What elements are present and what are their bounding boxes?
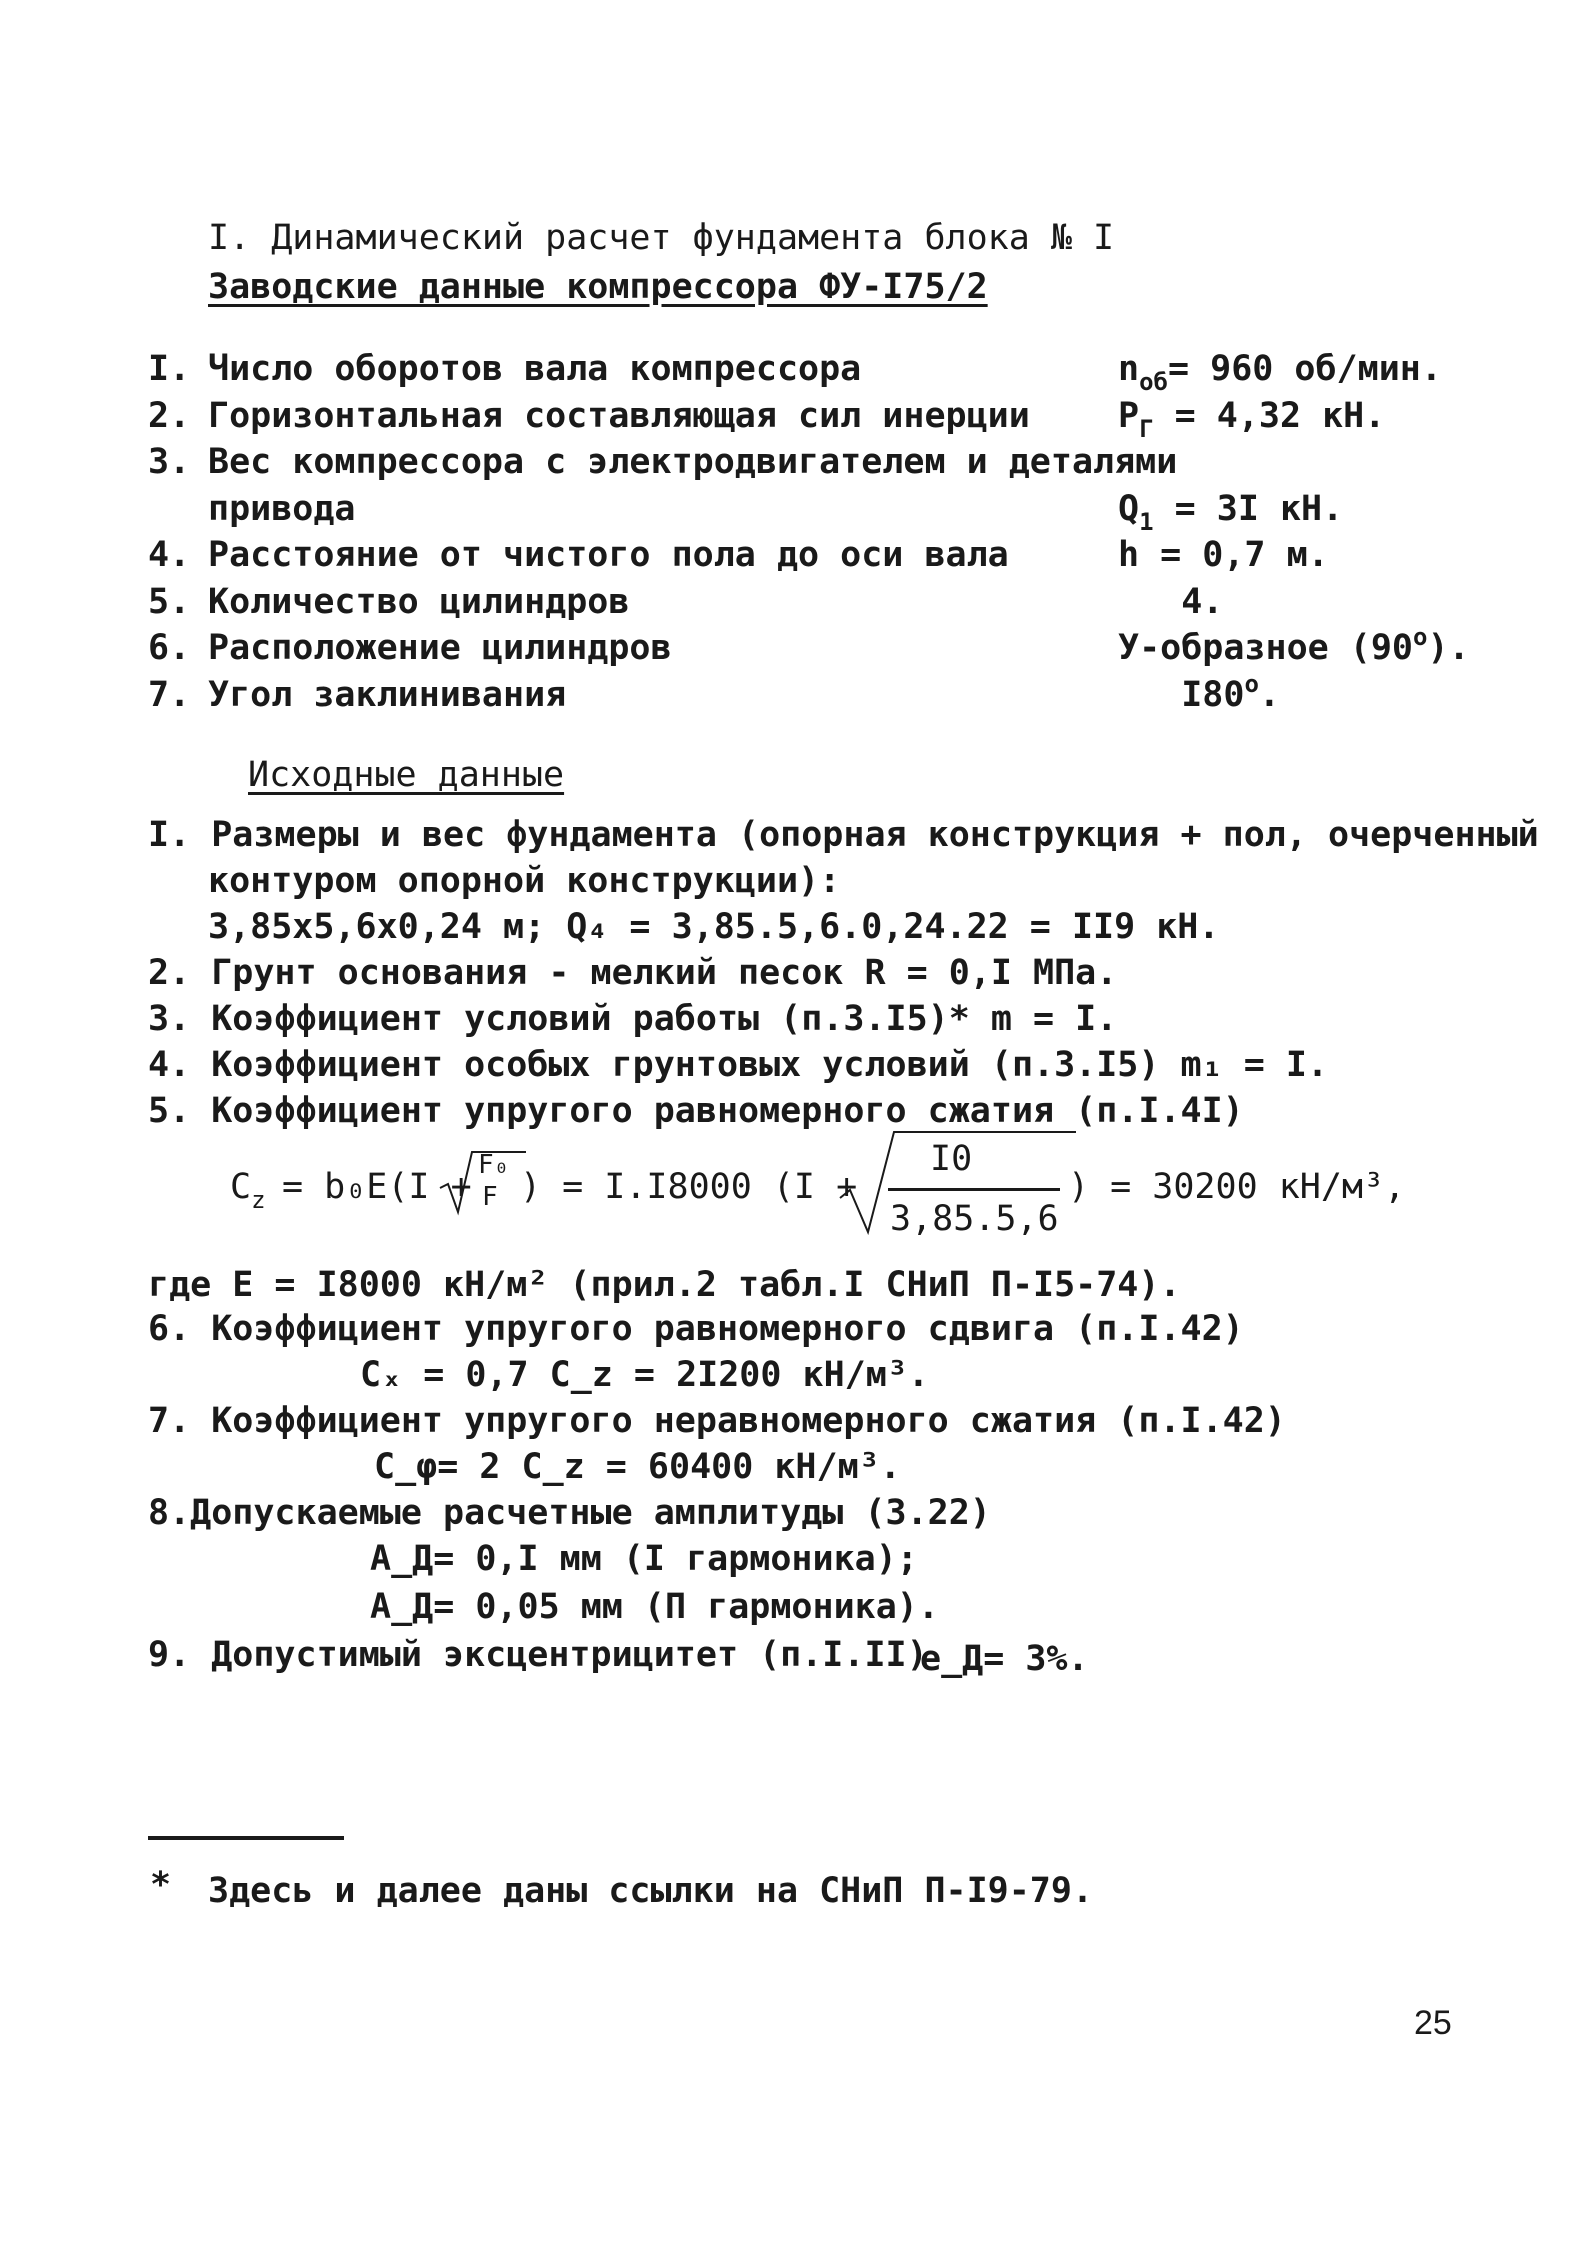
- factory-item-value: 4.: [1118, 582, 1224, 622]
- section-title: I. Динамический расчет фундамента блока № I: [208, 218, 1115, 258]
- footnote-text: Здесь и далее даны ссылки на СНиП П-I9-79.: [208, 1871, 1094, 1911]
- formula-cx: Cₓ = 0,7 C_z = 2I200 кН/м³.: [360, 1355, 929, 1395]
- initial-item-7: 7. Коэффициент упругого неравномерного сжатия (п.I.42): [148, 1401, 1286, 1441]
- initial-item-3: 3. Коэффициент условий работы (п.3.I5)* m = I.: [148, 999, 1118, 1039]
- factory-item-number: 4.: [148, 535, 191, 575]
- initial-data-heading: Исходные данные: [248, 755, 565, 795]
- factory-item-label: Число оборотов вала компрессора: [208, 349, 862, 389]
- factory-item-label: Количество цилиндров: [208, 582, 630, 622]
- page-number: 25: [1414, 2004, 1452, 2042]
- factory-item-number: I.: [148, 349, 191, 389]
- factory-item-number: 7.: [148, 675, 191, 715]
- formula-cphi: C_φ= 2 C_z = 60400 кН/м³.: [374, 1447, 901, 1487]
- factory-item-label: Расстояние от чистого пола до оси вала: [208, 535, 1009, 575]
- initial-item-6: 6. Коэффициент упругого равномерного сдвига (п.I.42): [148, 1309, 1244, 1349]
- factory-data-heading: Заводские данные компрессора ФУ-I75/2: [208, 267, 988, 307]
- factory-item-number: 5.: [148, 582, 191, 622]
- footnote-rule: [148, 1836, 344, 1840]
- initial-item-4: 4. Коэффициент особых грунтовых условий (п.3.I5) m₁ = I.: [148, 1045, 1329, 1085]
- initial-item-2: 2. Грунт основания - мелкий песок R = 0,I МПа.: [148, 953, 1118, 993]
- factory-item-value: h = 0,7 м.: [1118, 535, 1329, 575]
- factory-item-value: У-образное (90$^o$).: [1118, 623, 1470, 668]
- factory-item-label: Расположение цилиндров: [208, 628, 672, 668]
- factory-item-number: 2.: [148, 396, 191, 436]
- factory-item-label: Вес компрессора с электродвигателем и деталями: [208, 442, 1178, 482]
- eccentricity-value: e_Д= 3%.: [920, 1639, 1089, 1679]
- factory-item-value: $P_Г = 4,32$ кН.: [1118, 396, 1386, 443]
- footnote-mark: *: [150, 1865, 172, 1905]
- where-e-note: где E = I8000 кН/м² (прил.2 табл.I СНиП П-I5-74).: [148, 1265, 1181, 1305]
- amplitude-1: A_Д= 0,I мм (I гармоника);: [370, 1539, 918, 1579]
- initial-item-1-line2: контуром опорной конструкции):: [208, 861, 841, 901]
- factory-item-label: Угол заклинивания: [208, 675, 567, 715]
- initial-item-1-line3: 3,85x5,6x0,24 м; Q₄ = 3,85.5,6.0,24.22 = II9 кН.: [208, 907, 1220, 947]
- factory-item-value: $Q_1 = 3I$ кН.: [1118, 489, 1344, 536]
- amplitude-2: A_Д= 0,05 мм (П гармоника).: [370, 1587, 939, 1627]
- initial-item-5: 5. Коэффициент упругого равномерного сжатия (п.I.4I): [148, 1091, 1244, 1131]
- factory-item-label: Горизонтальная составляющая сил инерции: [208, 396, 1030, 436]
- factory-item-number: 6.: [148, 628, 191, 668]
- initial-item-9: 9. Допустимый эксцентрицитет (п.I.II): [148, 1635, 928, 1675]
- factory-item-label: привода: [208, 489, 356, 529]
- initial-item-1-line1: I. Размеры и вес фундамента (опорная конструкция + пол, очерченный: [148, 815, 1539, 855]
- factory-item-number: 3.: [148, 442, 191, 482]
- factory-item-value: $n_{об}= 960$ об/мин.: [1118, 349, 1442, 396]
- initial-item-8: 8.Допускаемые расчетные амплитуды (3.22): [148, 1493, 991, 1533]
- factory-item-value: I80$^o$.: [1118, 670, 1280, 715]
